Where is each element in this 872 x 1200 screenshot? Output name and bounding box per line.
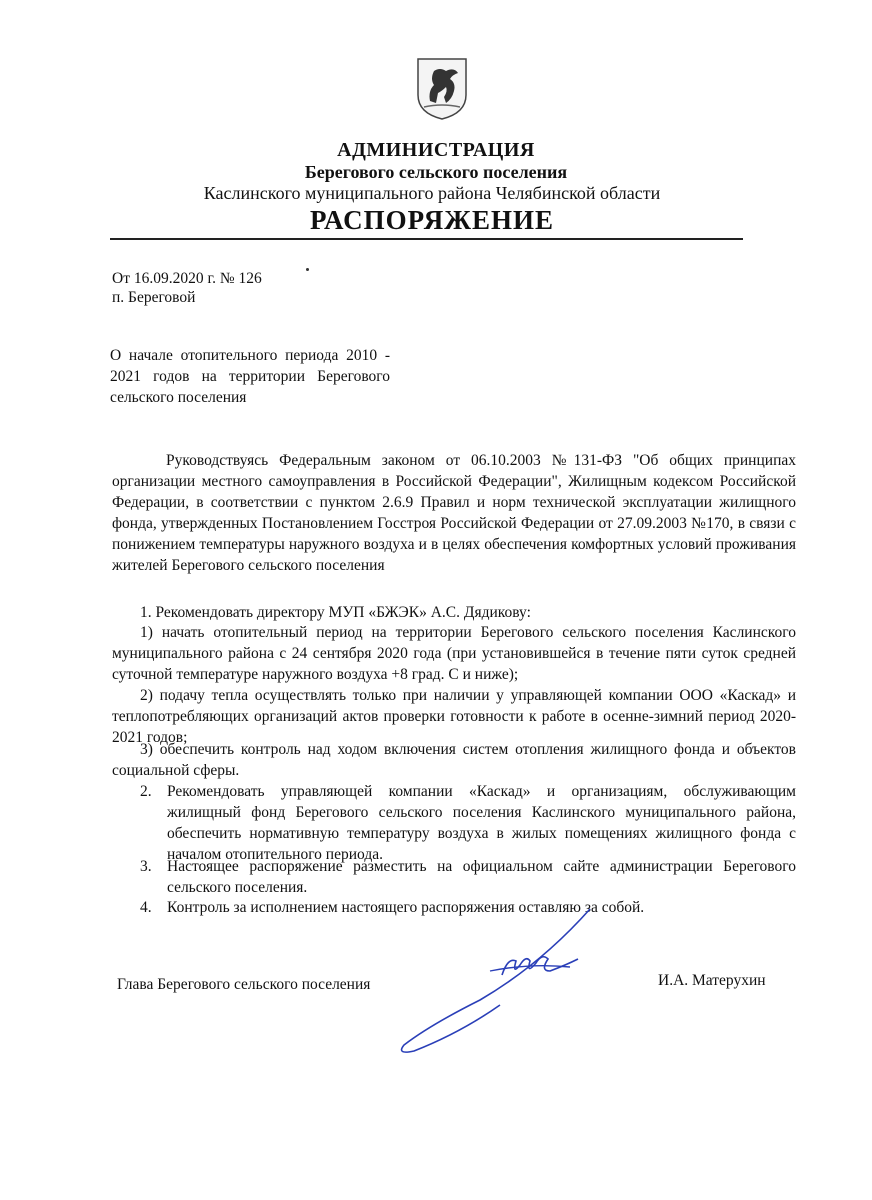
- item-3-text: Настоящее распоряжение разместить на официальном сайте администрации Берегового сельского поселения.: [167, 858, 796, 896]
- handwritten-signature: [390, 905, 640, 1060]
- scan-speck: [306, 268, 309, 271]
- item-2: [112, 781, 796, 865]
- preamble-paragraph: Руководствуясь Федеральным законом от 06.10.2003 №131-ФЗ "Об общих принципах организации местного самоуправления в Российской Федерации", Жилищным кодексом Российской Федерации, в соответствии с пунктом 2.6.9 Правил и норм технической эксплуатации жилищного фонда, утвержденных Постановлением Госстроя Российской Федерации от 27.09.2003 №170, в связи с понижением температуры наружного воздуха и в целях обеспечения комфортных условий проживания жителей Берегового сельского поселения: [112, 452, 796, 574]
- signatory-position: Глава Берегового сельского поселения: [117, 976, 371, 993]
- item-2-text: Рекомендовать управляющей компании «Каскад» и организациям, обслуживающим жилищный фонд Берегового сельского поселения Каслинского муниципального района, обеспечить нормативную температуру воздуха в жилых помещениях жилищного фонда с началом отопительного периода.: [167, 783, 796, 863]
- item-1: 1. Рекомендовать директору МУП «БЖЭК» А.С. Дядикову:: [140, 604, 531, 621]
- document-type: РАСПОРЯЖЕНИЕ: [309, 205, 555, 235]
- item-1-sub-1: 1) начать отопительный период на территории Берегового сельского поселения Каслинского муниципального района с 24 сентября 2020 года (при установившейся в течение пяти суток средней суточной температуре наружного воздуха +8 град. С и ниже);: [112, 624, 796, 683]
- coat-of-arms-horse-icon: [416, 57, 468, 121]
- document-date-number: От 16.09.2020 г. № 126: [112, 270, 262, 287]
- item-2-number: 2.: [140, 783, 152, 800]
- item-4-text: Контроль за исполнением настоящего распоряжения оставляю за собой.: [167, 899, 645, 916]
- org-title: АДМИНИСТРАЦИЯ: [337, 139, 535, 161]
- item-3: [112, 856, 796, 898]
- item-1-sub-2: 2) подачу тепла осуществлять только при наличии у управляющей компании ООО «Каскад» и теплопотребляющих организаций актов проверки готовности к работе в осенне-зимний период 2020-2021 годов;: [112, 687, 796, 746]
- item-4-number: 4.: [140, 899, 152, 916]
- item-3-number: 3.: [140, 858, 152, 875]
- district-name: Каслинского муниципального района Челябинской области: [203, 183, 661, 203]
- settlement-name: Берегового сельского поселения: [304, 162, 568, 182]
- header-divider: [110, 238, 743, 240]
- signatory-name: И.А. Матерухин: [658, 972, 766, 989]
- item-1-sub-3: 3) обеспечить контроль над ходом включения систем отопления жилищного фонда и объектов социальной сферы.: [112, 741, 796, 779]
- document-place: п. Береговой: [112, 289, 196, 306]
- document-subject: О начале отопительного периода 2010 - 2021 годов на территории Берегового сельского поселения: [110, 347, 390, 406]
